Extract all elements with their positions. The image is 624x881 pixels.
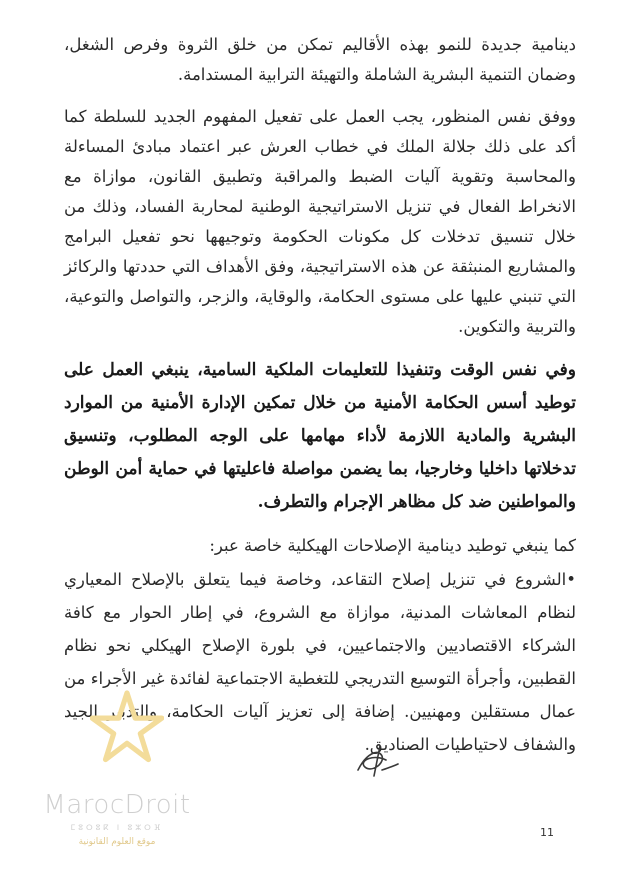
paragraph-development: دينامية جديدة للنمو بهذه الأقاليم تمكن من خلق الثروة وفرص الشغل، وضمان التنمية البشرية الشاملة والتهيئة الترابية المستدامة. [64, 35, 576, 84]
star-logo-icon [90, 690, 164, 764]
marocdroit-watermark [22, 690, 212, 870]
list-item-text: الشروع في تنزيل إصلاح التقاعد، وخاصة فيما يتعلق بالإصلاح المعياري لنظام المعاشات المدنية، موازاة مع الشروع، في إطار الحوار مع كافة الشركاء الاقتصاديين والاجتماعيين، في بلورة الإصلاح الهيكلي نحو نظام القطبين، وأجرأة التوسيع التدريجي للتغطية الاجتماعية لفائدة غير الأجراء من عمال مستقلين ومهنيين. إضافة إلى تعزيز آليات الحكامة، والتدبير الجيد والشفاف لاحتياطيات الصناديق. [64, 570, 576, 754]
watermark-tifinagh: ⵎⵓⵔⵓⴽ ⵏ ⵓⵣⵔⴼ [70, 823, 164, 832]
signature-mark [352, 740, 402, 780]
list-intro: كما ينبغي توطيد دينامية الإصلاحات الهيكلية خاصة عبر: [209, 536, 576, 555]
watermark-tagline: موقع العلوم القانونية [78, 837, 156, 847]
document-body [64, 30, 576, 761]
bullet-marker: • [566, 570, 576, 589]
page-number: 11 [540, 826, 554, 839]
paragraph-authority-concept: ووفق نفس المنظور، يجب العمل على تفعيل المفهوم الجديد للسلطة كما أكد على ذلك جلالة الملك في خطاب العرش عبر اعتماد مبادئ المساءلة والمحاسبة وتقوية آليات الضبط والمراقبة وتطبيق القانون، موازاة مع الانخراط الفعال في تنزيل الاستراتيجية الوطنية لمحاربة الفساد، وذلك من خلال تنسيق تدخلات كل مكونات الحكومة وتوجيهها نحو تفعيل البرامج والمشاريع المنبثقة عن هذه الاستراتيجية، وفق الأهداف التي حددتها والركائز التي تنبني عليها على مستوى الحكامة، والوقاية، والزجر، والتواصل والتوعية، والتربية والتكوين. [64, 107, 576, 336]
paragraph-security-governance: وفي نفس الوقت وتنفيذا للتعليمات الملكية السامية، ينبغي العمل على توطيد أسس الحكامة الأمنية من خلال تمكين الإدارة الأمنية من الموارد البشرية والمادية اللازمة لأداء مهامها على الوجه المطلوب، وتنسيق تدخلاتها داخليا وخارجيا، بما يضمن مواصلة فاعليتها في حماية أمن الوطن والمواطنين ضد كل مظاهر الإجرام والتطرف. [64, 360, 576, 512]
watermark-brand: MarocDroit [43, 790, 191, 820]
